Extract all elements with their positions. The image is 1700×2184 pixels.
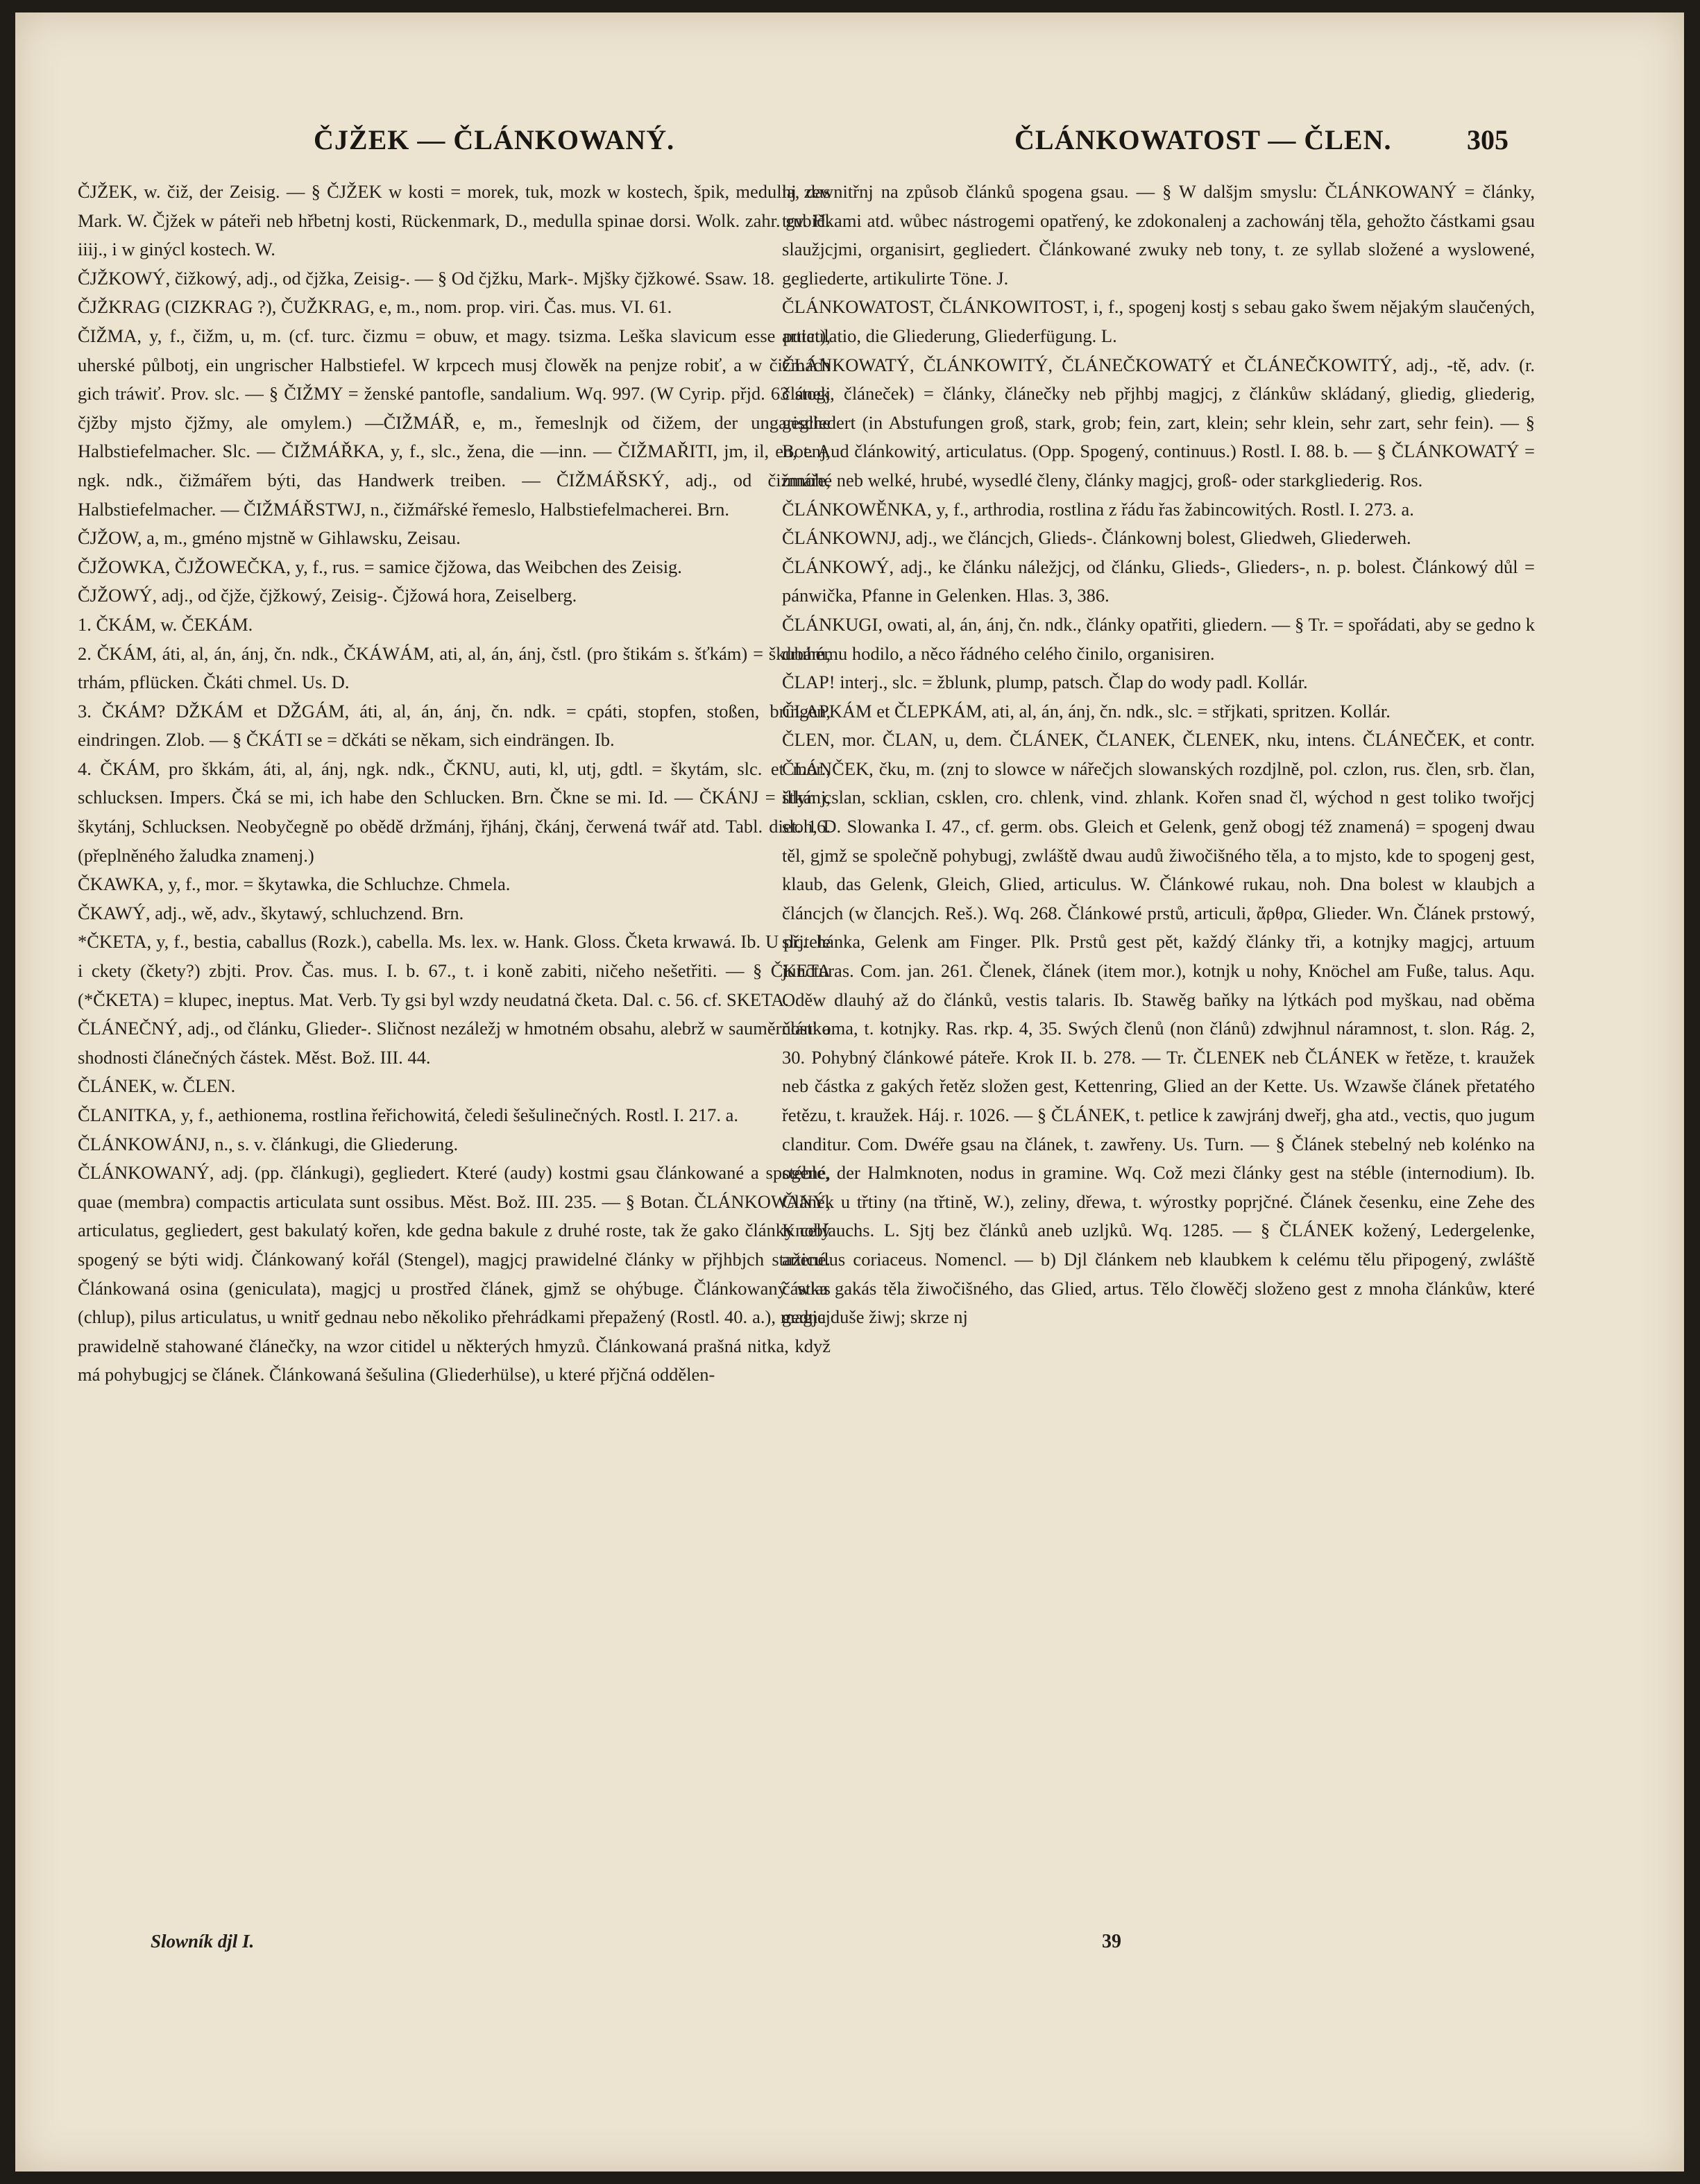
page — [15, 12, 1684, 2172]
entry: ČLÁNKOWÝ, adj., ke článku náležjcj, od článku, Glieds-, Glieders-, n. p. bolest. Článkowý důl = pánwička, Pfanne in Gelenken. Hlas. 3, 386. — [782, 556, 1535, 606]
signature-mark: 39 — [1102, 1931, 1121, 1952]
entry: ČLÁNKOWĚNKA, y, f., arthrodia, rostlina z řádu řas žabincowitých. Rostl. I. 273. a. — [782, 498, 1414, 520]
left-column — [78, 178, 831, 1390]
entry: ČKAWÝ, adj., wě, adv., škytawý, schluchzend. Brn. — [78, 902, 464, 923]
volume-footer: Slowník djl I. — [151, 1931, 255, 1952]
entry: ČLAP! interj., slc. = žblunk, plump, patsch. Člap do wody padl. Kollár. — [782, 672, 1308, 693]
entry: ČLÁNEČNÝ, adj., od článku, Glieder-. Sličnost nezáležj w hmotném obsahu, alebrž w sauměrnosti a shodnosti článečných částek. Měst. Bož. III. 44. — [78, 1018, 831, 1068]
entry: 4. ČKÁM, pro škkám, áti, al, ánj, ngk. ndk., ČKNU, auti, kl, utj, gdtl. = škytám, slc. et mor., schlucksen. Impers. Čká se mi, ich habe den Schlucken. Brn. Čkne se mi. Id. — ČKÁNJ = štkánj, škytánj, Schlucksen. Neobyčegně po obědě držmánj, řjhánj, čkánj, čerwená twář atd. Tabl. diet. 16. (přeplněného žaludka znamenj.) — [78, 758, 831, 866]
entry: ČLÁNKOWÁNJ, n., s. v. článkugi, die Gliederung. — [78, 1133, 459, 1154]
entry: ČLEN, mor. ČLAN, u, dem. ČLÁNEK, ČLANEK, ČLENEK, nku, intens. ČLÁNEČEK, et contr. ČLÁNČEK, čku, m. (znj to slowce w nářečjch slowanských rozdjlně, pol. czlon, rus. člen, srb. član, illyr. cslan, scklian, csklen, cro. chlenk, vind. zhlank. Kořen snad čl, wýchod n gest toliko twořjcj sloh, D. Slowanka I. 47., cf. germ. obs. Gleich et Gelenk, genž obogj též znamená) = spogenj dwau těl, gjmž se společně pohybugj, zwláště dwau audů žiwočišného těla, a to mjsto, kde to spogenj gest, klaub, das Gelenk, Gleich, Glied, articulus. W. Článkowé rukau, noh. Dna bolest w klaubjch a článcjch (w člancjch. Reš.). Wq. 268. Článkowé prstů, articuli, ἄρθρα, Glieder. Wn. Článek prstowý, slc. hánka, Gelenk am Finger. Plk. Prstů gest pět, každý články tři, a kotnjky magjcj, artuum juncturas. Com. jan. 261. Členek, článek (item mor.), kotnjk u nohy, Knöchel am Fuße, talus. Aqu. Oděw dlauhý až do článků, vestis talaris. Ib. Stawěg baňky na lýtkách pod myškau, nad oběma článkoma, t. kotnjky. Ras. rkp. 4, 35. Swých členů (non článů) zdwjhnul náramnost, t. slon. Rág. 2, 30. Pohybný článkowé páteře. Krok II. b. 278. — Tr. ČLENEK neb ČLÁNEK w řetěze, t. kraužek neb částka z gakých řetěz složen gest, Kettenring, Glied an der Kette. Us. Wzawše článek přetatého řetězu, t. kraužek. Háj. r. 1026. — § ČLÁNEK, t. petlice k zawjránj dweřj, gha atd., vectis, quo jugum clanditur. Com. Dwéře gsau na článek, t. zawřeny. Us. Turn. — § Článek stebelný neb kolénko na stéble, der Halmknoten, nodus in gramine. Wq. Což mezi články gest na stéble (internodium). Ib. Článek u třtiny (na třtině, W.), zeliny, dřewa, t. wýrostky poprjčné. Článek česenku, eine Zehe des Knoblauchs. L. Sjtj bez článků aneb uzljků. Wq. 1285. — § ČLÁNEK kožený, Ledergelenke, articulus coriaceus. Nomencl. — b) Djl článkem neb klaubkem k celému tělu připogený, zwláště částka gakás těla žiwočišného, das Glied, artus. Tělo člowěčj složeno gest z mnoha článkůw, které gedna duše žiwj; skrze nj — [782, 729, 1535, 1328]
entry: ČJŽOWKA, ČJŽOWEČKA, y, f., rus. = samice čjžowa, das Weibchen des Zeisig. — [78, 556, 682, 577]
entry: ČLÁNKUGI, owati, al, án, ánj, čn. ndk., články opatřiti, gliedern. — § Tr. = spořádati, aby se gedno k druhému hodilo, a něco řádného celého činilo, organisiren. — [782, 613, 1535, 664]
entry: ČLÁNKOWATÝ, ČLÁNKOWITÝ, ČLÁNEČKOWATÝ et ČLÁNEČKOWITÝ, adj., -tě, adv. (r. článek, článeček) = články, článečky neb přjhbj magjcj, z článkůw skládaný, gliedig, gliederig, gegliedert (in Abstufungen groß, stark, grob; fein, zart, klein; sehr klein, sehr zart, sehr fein). — § Bot. Aud článkowitý, articulatus. (Opp. Spogený, continuus.) Rostl. I. 88. b. — § ČLÁNKOWATÝ = mnohé neb welké, hrubé, wysedlé členy, články magjcj, groß- oder starkgliederig. Ros. — [782, 354, 1535, 490]
entry: ČJŽEK, w. čiž, der Zeisig. — § ČJŽEK w kosti = morek, tuk, mozk w kostech, špik, medulla, das Mark. W. Čjžek w páteři neb hřbetnj kosti, Rückenmark, D., medulla spinae dorsi. Wolk. zahr. gv. H. iiij., i w ginýcl kostech. W. — [78, 181, 831, 260]
entry: 3. ČKÁM? DŽKÁM et DŽGÁM, áti, al, án, ánj, čn. ndk. = cpáti, stopfen, stoßen, bringen, eindringen. Zlob. — § ČKÁTI se = dčkáti se někam, sich eindrängen. Ib. — [78, 700, 831, 751]
entry: 1. ČKÁM, w. ČEKÁM. — [78, 613, 253, 635]
entry: ČLÁNKOWNJ, adj., we článcjch, Glieds-. Článkownj bolest, Gliedweh, Gliederweh. — [782, 527, 1411, 549]
entry: ČIŽMA, y, f., čižm, u, m. (cf. turc. čizmu = obuw, et magy. tsizma. Leška slavicum esse putat), uherské půlbotj, ein ungrischer Halbstiefel. W krpcech musj člowěk na penjze robiť, a w čižmách gich tráwiť. Prov. slc. — § ČIŽMY = ženské pantofle, sandalium. Wq. 997. (W Cyrip. přjd. 63 stogj čjžby mjsto čjžmy, ale omylem.) —ČIŽMÁŘ, e, m., řemeslnjk od čižem, der ungarische Halbstiefelmacher. Slc. — ČIŽMÁŘKA, y, f., slc., žena, die —inn. — ČIŽMAŘITI, jm, il, en, enj, ngk. ndk., čižmářem býti, das Handwerk treiben. — ČIŽMÁŘSKÝ, adj., od čižmáře, Halbstiefelmacher. — ČIŽMÁŘSTWJ, n., čižmářské řemeslo, Halbstiefelmacherei. Brn. — [78, 325, 831, 520]
entry: ČKAWKA, y, f., mor. = škytawka, die Schluchze. Chmela. — [78, 873, 511, 895]
running-head-left: ČJŽEK — ČLÁNKOWANÝ. — [314, 124, 675, 155]
entry: 2. ČKÁM, áti, al, án, ánj, čn. ndk., ČKÁWÁM, ati, al, án, ánj, čstl. (pro štikám s. šťkám) = škubám, trhám, pflücken. Čkáti chmel. Us. D. — [78, 642, 831, 693]
entry: ČJŽOWÝ, adj., od čjže, čjžkowý, Zeisig-. Čjžowá hora, Zeiselberg. — [78, 585, 577, 606]
page-number: 305 — [1467, 124, 1508, 155]
entry: ČLÁNKOWATOST, ČLÁNKOWITOST, i, f., spogenj kostj s sebau gako šwem nějakým slaučených, articulatio, die Gliederung, Gliederfügung. L. — [782, 296, 1535, 346]
entry: ČJŽOW, a, m., gméno mjstně w Gihlawsku, Zeisau. — [78, 527, 461, 549]
entry: ČLÁNEK, w. ČLEN. — [78, 1075, 236, 1097]
running-head-right: ČLÁNKOWATOST — ČLEN. — [1014, 124, 1392, 155]
entry: ČLÁNKOWANÝ, adj. (pp. článkugi), gegliedert. Které (audy) kostmi gsau článkowané a spogené, quae (membra) compactis articulata sunt ossibus. Měst. Bož. III. 235. — § Botan. ČLÁNKOWANÝ, articulatus, gegliedert, gest bakulatý kořen, kde gedna bakule z druhé roste, tak že gako články celý spogený se býti widj. Článkowaný kořál (Stengel), magjcj prawidelné články w přjhbjch stažené. Článkowaná osina (geniculata), magjcj u prostřed článek, gjmž se ohýbuge. Článkowaný wlas (chlup), pilus articulatus, u wnitř gednau nebo několiko přehrádkami přepažený (Rostl. 40. a.), magjcj prawidelně stahowané článečky, na wzor citidel u některých hmyzů. Článkowaná prašná nitka, když má pohybugjcj se článek. Článkowaná šešulina (Gliederhülse), u které přjčná oddělen- — [78, 1162, 831, 1385]
entry: ČJŽKRAG (CIZKRAG ?), ČUŽKRAG, e, m., nom. prop. viri. Čas. mus. VI. 61. — [78, 296, 672, 318]
right-column — [782, 178, 1535, 1332]
entry: *ČKETA, y, f., bestia, caballus (Rozk.), cabella. Ms. lex. w. Hank. Gloss. Čketa krwawá. Ib. U přjtele i ckety (čkety?) zbjti. Prov. Čas. mus. I. b. 67., t. i koně zabiti, ničeho nešetřiti. — § ČKETA (*ČKETA) = klupec, ineptus. Mat. Verb. Ty gsi byl wzdy neudatná čketa. Dal. c. 56. cf. SKETA. — [78, 931, 831, 1010]
entry: ČLANITKA, y, f., aethionema, rostlina řeřichowitá, čeledi šešulinečných. Rostl. I. 217. a. — [78, 1104, 739, 1125]
entry: ČLAPKÁM et ČLEPKÁM, ati, al, án, ánj, čn. ndk., slc. = střjkati, spritzen. Kollár. — [782, 700, 1391, 722]
entry: nj zewnitřnj na způsob článků spogena gsau. — § W dalšjm smyslu: ČLÁNKOWANÝ = články, trubičkami atd. wůbec nástrogemi opatřený, ke zdokonalenj a zachowánj těla, gehožto částkami gsau slaužjcjmi, organisirt, gegliedert. Článkowané zwuky neb tony, t. ze syllab složené a wyslowené, gegliederte, artikulirte Töne. J. — [782, 181, 1535, 289]
entry: ČJŽKOWÝ, čižkowý, adj., od čjžka, Zeisig-. — § Od čjžku, Mark-. Mjšky čjžkowé. Ssaw. 18. — [78, 267, 775, 289]
